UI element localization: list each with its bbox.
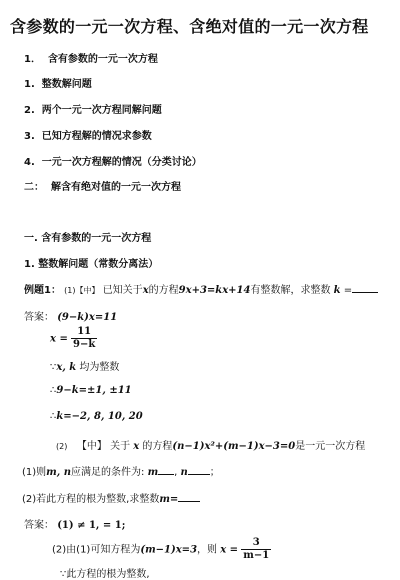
example-tag: (1)【中】 bbox=[64, 286, 100, 295]
answer-2-part-2 bbox=[52, 537, 271, 562]
q1-prefix: (1)则 bbox=[22, 467, 47, 478]
example-text-pre: 已知关于 bbox=[102, 285, 143, 296]
fraction bbox=[71, 326, 97, 351]
ans2-fraction bbox=[241, 537, 271, 562]
example-var: x bbox=[142, 285, 149, 296]
part-text-pre: 关于 bbox=[110, 441, 131, 452]
q2-text: (2)若此方程的根为整数,求整数 bbox=[22, 494, 160, 505]
page-title: 含参数的一元一次方程、含绝对值的一元一次方程 bbox=[10, 17, 369, 36]
part-equation: (n−1)x²+(m−1)x−3=0 bbox=[172, 441, 296, 452]
outline-number: 1. bbox=[24, 79, 35, 90]
answer-blank bbox=[352, 292, 378, 293]
example-equation: 9x+3=kx+14 bbox=[178, 285, 251, 296]
reason-row bbox=[50, 385, 132, 396]
q1-n: n bbox=[180, 467, 188, 478]
section-heading: 一. 含有参数的一元一次方程 bbox=[24, 233, 152, 244]
outline-number: 3. bbox=[24, 131, 35, 142]
fraction-lhs: x = bbox=[50, 333, 68, 345]
outline-text: 已知方程解的情况求参数 bbox=[41, 131, 152, 142]
ans2-pre: (2)由(1)可知方程为 bbox=[52, 544, 141, 556]
outline-number: 二： bbox=[24, 182, 44, 193]
outline-text: 解含有绝对值的一元一次方程 bbox=[50, 182, 181, 193]
reason-text: 均为整数 bbox=[79, 362, 120, 373]
question-1: (1)则m, n应满足的条件为: m , n ； bbox=[22, 467, 220, 478]
answer-2-row bbox=[24, 516, 125, 531]
q1-vars: m, n bbox=[46, 467, 71, 478]
q2-blank bbox=[178, 501, 200, 502]
question-2 bbox=[22, 490, 200, 505]
outline-number: 2. bbox=[24, 105, 35, 116]
answer-equation-1: (9−k)x=11 bbox=[57, 312, 118, 323]
q1-blank-m bbox=[158, 474, 174, 475]
part-text-mid: 的方程 bbox=[142, 441, 173, 452]
q2-m: m= bbox=[159, 494, 179, 505]
subsection-heading: 1. 整数解问题（常数分离法） bbox=[24, 259, 159, 270]
part-tag: (2) bbox=[56, 442, 68, 451]
reason-expression: 9−k=±1, ±11 bbox=[56, 385, 132, 396]
outline-text: 含有参数的一元一次方程 bbox=[47, 54, 158, 65]
example-text-post: 有整数解，求整数 bbox=[250, 285, 331, 296]
answer-fraction-row bbox=[50, 326, 97, 351]
outline-item bbox=[24, 101, 162, 116]
last-line: ∵此方程的根为整数, bbox=[60, 569, 150, 580]
outline-item bbox=[24, 178, 181, 193]
fraction-numerator: 11 bbox=[71, 326, 97, 339]
outline-text: 整数解问题 bbox=[41, 79, 92, 90]
reason-vars: x, k bbox=[56, 362, 77, 373]
outline-number: 4. bbox=[24, 157, 35, 168]
part-level: 【中】 bbox=[76, 441, 107, 452]
reason-row bbox=[50, 411, 143, 422]
q1-end: ； bbox=[209, 467, 220, 478]
q1-m: m bbox=[147, 467, 159, 478]
answer-2-text: (1) ≠ 1, = 1; bbox=[57, 520, 126, 531]
ans2-fraction-numerator: 3 bbox=[241, 537, 271, 550]
part-var: x bbox=[133, 441, 140, 452]
example-text-mid: 的方程 bbox=[148, 285, 179, 296]
outline-item bbox=[24, 153, 202, 168]
outline-number: 1． bbox=[24, 54, 41, 65]
example-label: 例题1： bbox=[24, 285, 61, 296]
ans2-mid: ，则 bbox=[197, 544, 218, 556]
example-k: k bbox=[333, 285, 341, 296]
part-2 bbox=[56, 437, 365, 452]
outline-text: 一元一次方程解的情况（分类讨论） bbox=[41, 157, 202, 168]
q1-blank-n bbox=[188, 474, 210, 475]
outline-item bbox=[24, 50, 158, 65]
answer-row bbox=[24, 308, 117, 323]
ans2-fraction-denominator: m−1 bbox=[243, 550, 270, 561]
outline-item bbox=[24, 75, 92, 90]
ans2-lhs: x = bbox=[220, 544, 239, 556]
fraction-denominator: 9−k bbox=[73, 339, 96, 350]
part-text-post: 是一元一次方程 bbox=[295, 441, 366, 452]
answer-label: 答案： bbox=[24, 520, 54, 531]
reason-expression: k=−2, 8, 10, 20 bbox=[56, 411, 143, 422]
ans2-equation: (m−1)x=3 bbox=[140, 544, 198, 556]
q1-text: 应满足的条件为: bbox=[71, 467, 145, 478]
answer-label: 答案： bbox=[24, 312, 54, 323]
example-1 bbox=[24, 281, 378, 296]
outline-item bbox=[24, 127, 152, 142]
therefore-symbol: ∴ bbox=[50, 411, 57, 422]
outline-text: 两个一元一次方程同解问题 bbox=[41, 105, 162, 116]
reason-row bbox=[50, 358, 119, 373]
example-eq: = bbox=[343, 285, 353, 296]
therefore-symbol: ∴ bbox=[50, 385, 57, 396]
because-symbol: ∵ bbox=[50, 362, 57, 373]
